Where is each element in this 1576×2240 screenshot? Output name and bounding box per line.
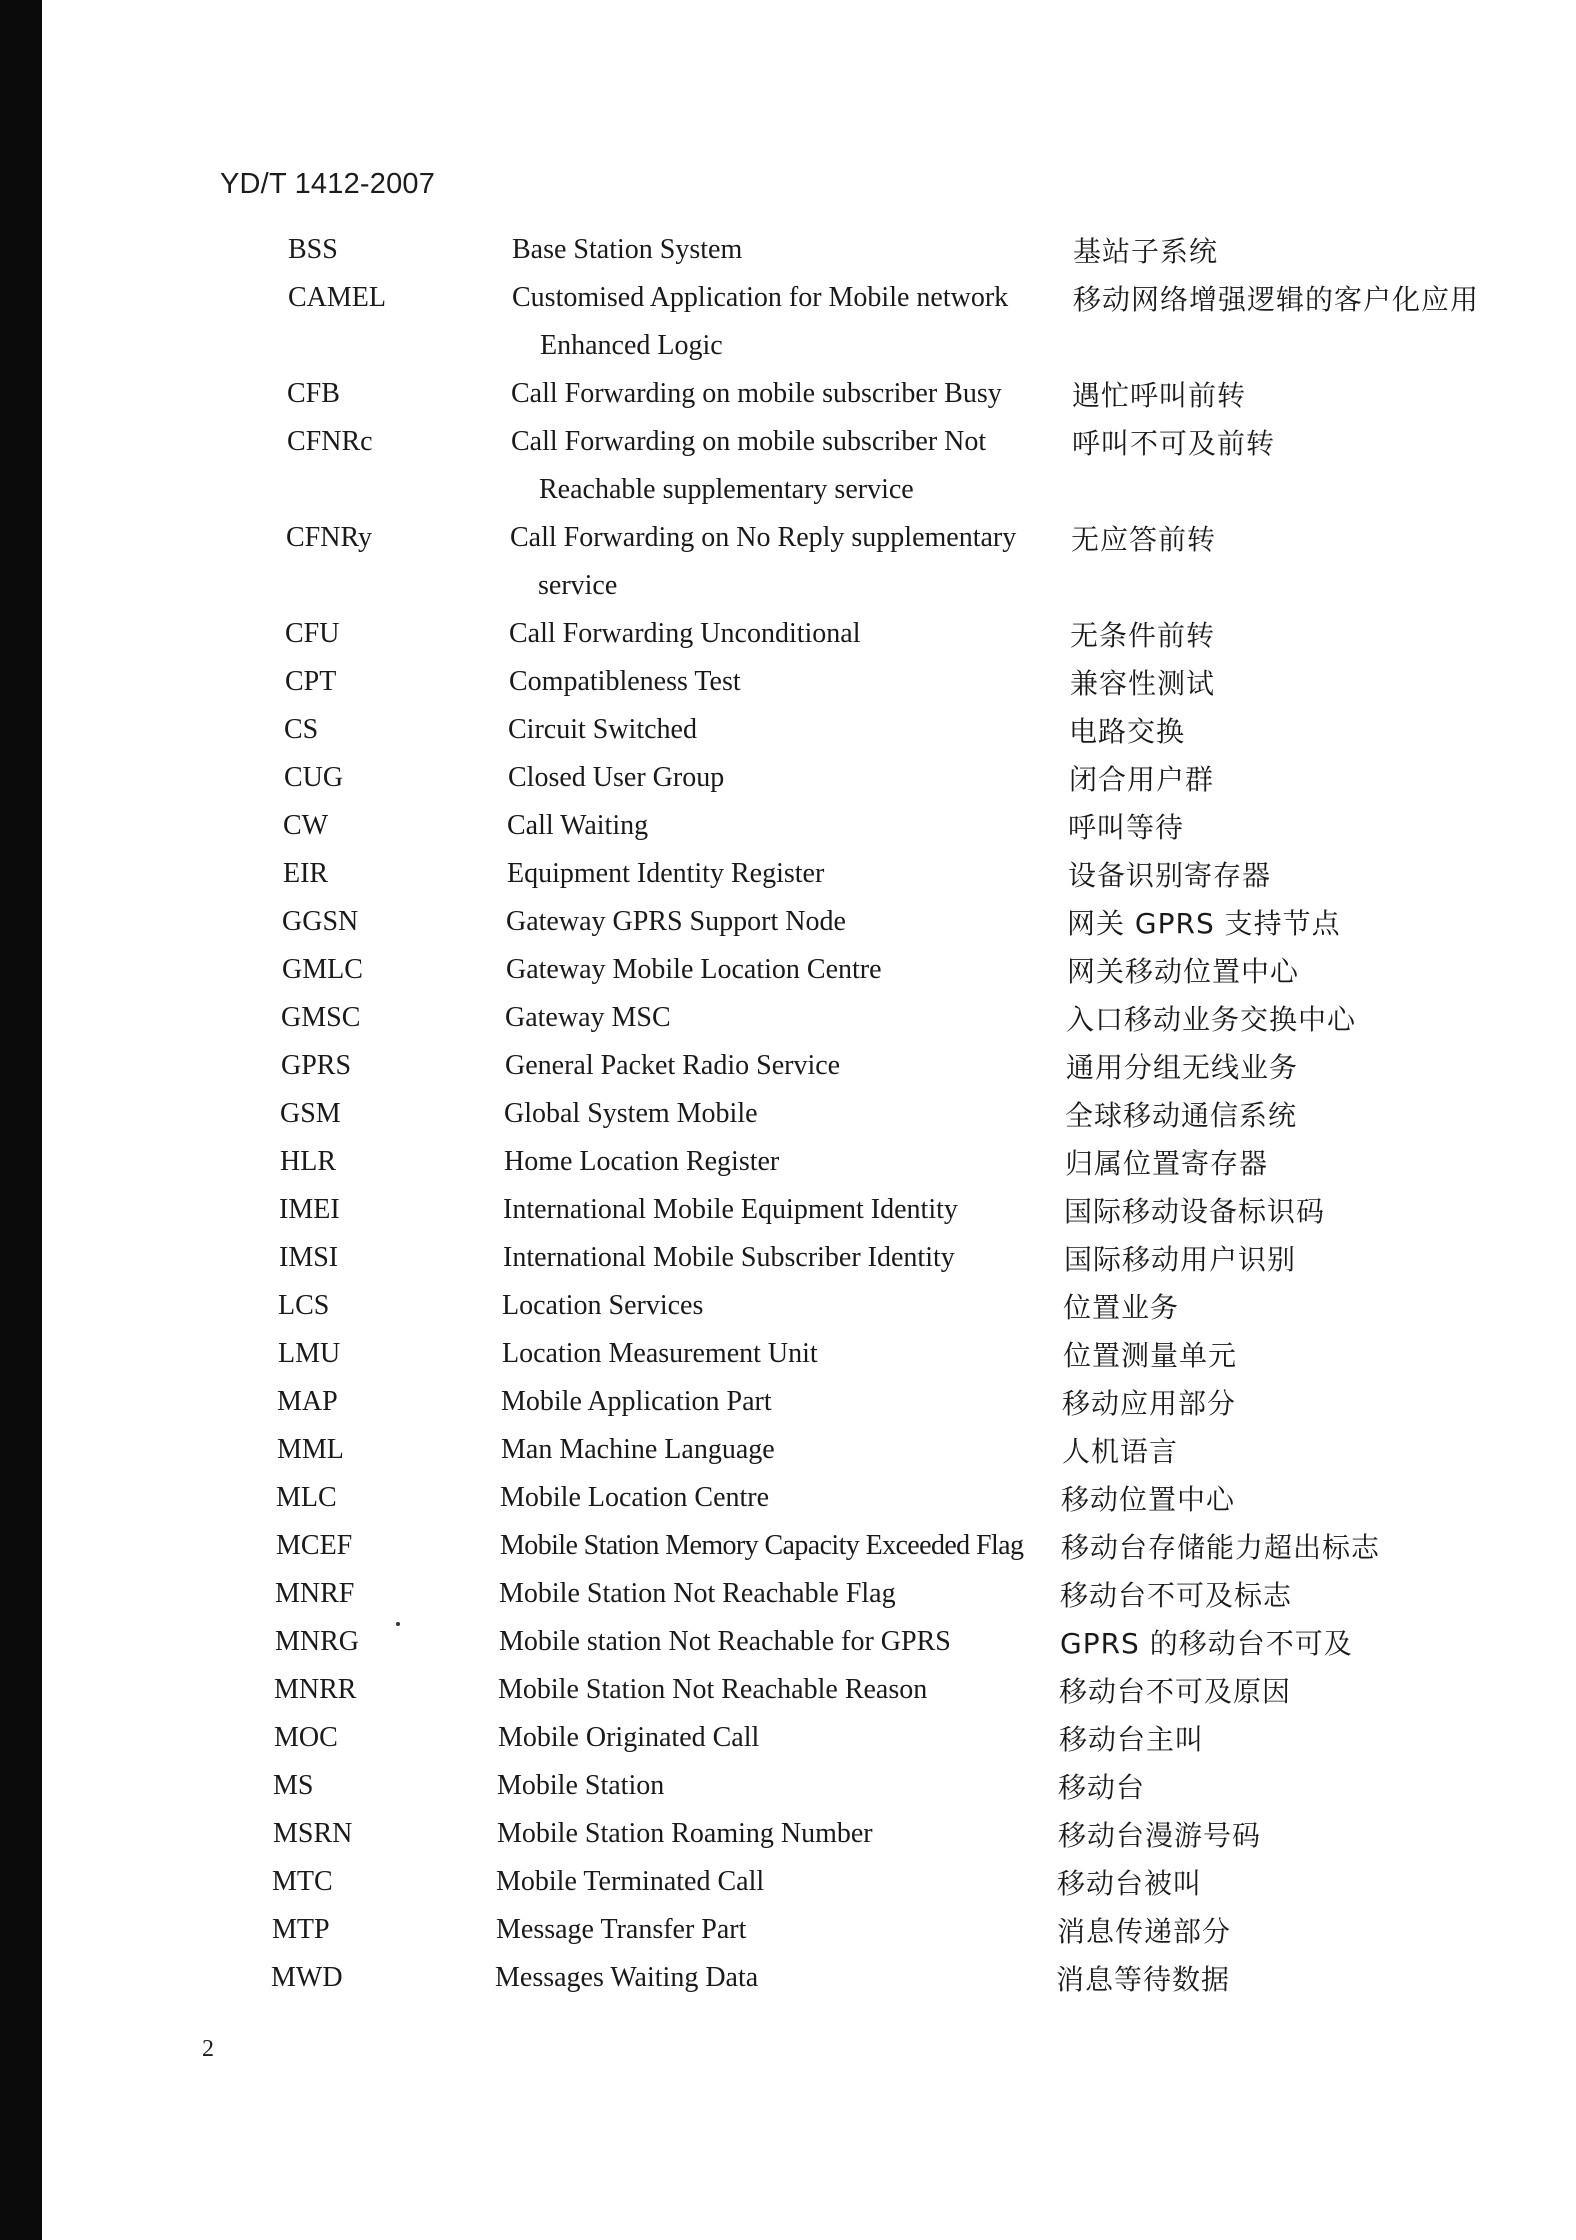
abbreviation: IMEI [279, 1194, 340, 1225]
full-term: Location Services [502, 1290, 704, 1321]
abbreviation: GMLC [282, 954, 363, 985]
abbreviation: HLR [280, 1146, 336, 1177]
full-term: Mobile Station [497, 1770, 665, 1801]
full-term: Closed User Group [508, 762, 725, 793]
chinese-term: 设备识别寄存器 [1068, 859, 1272, 892]
abbreviation: MWD [271, 1962, 343, 1993]
abbreviation: GPRS [281, 1050, 352, 1081]
list-item [0, 850, 1576, 898]
list-item [0, 1522, 1576, 1570]
chinese-term: 呼叫等待 [1068, 811, 1185, 844]
full-term: Base Station System [512, 234, 743, 265]
chinese-term: GPRS 的移动台不可及 [1060, 1627, 1353, 1660]
list-item [0, 1666, 1576, 1714]
full-term: Mobile Location Centre [500, 1482, 770, 1513]
list-item [0, 1810, 1576, 1858]
full-term: Mobile Station Not Reachable Flag [499, 1578, 896, 1609]
full-term: Call Forwarding on mobile subscriber Not Reachable supplementary service [511, 426, 987, 505]
list-item [0, 1090, 1576, 1138]
list-item [0, 610, 1576, 658]
full-term: General Packet Radio Service [505, 1050, 841, 1081]
chinese-term: 人机语言 [1062, 1435, 1179, 1468]
full-term: Call Forwarding Unconditional [509, 618, 861, 649]
list-item [0, 994, 1576, 1042]
chinese-term: 位置业务 [1063, 1291, 1180, 1324]
chinese-term: 移动台主叫 [1059, 1723, 1205, 1756]
full-term: Gateway Mobile Location Centre [506, 954, 882, 985]
full-term: Compatibleness Test [509, 666, 741, 697]
document-header: YD/T 1412-2007 [220, 168, 436, 200]
abbreviation-list [0, 226, 1576, 2002]
full-term: Customised Application for Mobile network Enhanced Logic [512, 282, 1009, 361]
chinese-term: 闭合用户群 [1069, 763, 1215, 796]
list-item [0, 658, 1576, 706]
full-term: International Mobile Equipment Identity [503, 1194, 958, 1225]
list-item [0, 1570, 1576, 1618]
chinese-term: 通用分组无线业务 [1066, 1051, 1299, 1084]
full-term: Mobile Station Roaming Number [497, 1818, 873, 1849]
chinese-term: 网关 GPRS 支持节点 [1067, 907, 1341, 940]
chinese-term: 网关移动位置中心 [1067, 955, 1300, 988]
full-term: International Mobile Subscriber Identity [503, 1242, 955, 1273]
chinese-term: 移动台不可及原因 [1059, 1675, 1292, 1708]
list-item [0, 1234, 1576, 1282]
chinese-term: 国际移动用户识别 [1064, 1243, 1297, 1276]
scan-speck [396, 1622, 400, 1626]
list-item [0, 706, 1576, 754]
abbreviation: EIR [283, 858, 329, 889]
abbreviation: CFB [287, 378, 340, 409]
list-item [0, 1282, 1576, 1330]
abbreviation: MTC [272, 1866, 333, 1897]
list-item [0, 1426, 1576, 1474]
abbreviation: CFNRy [286, 522, 373, 553]
chinese-term: 移动应用部分 [1062, 1387, 1237, 1420]
chinese-term: 移动网络增强逻辑的客户化应用 [1073, 283, 1480, 316]
full-term: Location Measurement Unit [502, 1338, 818, 1369]
page-number: 2 [202, 2036, 214, 2062]
abbreviation: CS [284, 714, 319, 745]
abbreviation: MOC [274, 1722, 338, 1753]
abbreviation: MS [273, 1770, 314, 1801]
chinese-term: 移动位置中心 [1061, 1483, 1236, 1516]
list-item [0, 370, 1576, 418]
chinese-term: 移动台不可及标志 [1060, 1579, 1293, 1612]
abbreviation: CFU [285, 618, 340, 649]
chinese-term: 移动台被叫 [1057, 1867, 1203, 1900]
abbreviation: CPT [285, 666, 337, 697]
list-item [0, 802, 1576, 850]
list-item [0, 754, 1576, 802]
full-term: Mobile station Not Reachable for GPRS [499, 1626, 951, 1657]
abbreviation: MLC [276, 1482, 337, 1513]
chinese-term: 兼容性测试 [1070, 667, 1216, 700]
abbreviation: MTP [272, 1914, 330, 1945]
full-term: Global System Mobile [504, 1098, 758, 1129]
full-term: Mobile Originated Call [498, 1722, 760, 1753]
list-item [0, 1954, 1576, 2002]
list-item [0, 1378, 1576, 1426]
chinese-term: 位置测量单元 [1063, 1339, 1238, 1372]
full-term: Call Forwarding on mobile subscriber Busy [511, 378, 1002, 409]
full-term: Circuit Switched [508, 714, 697, 745]
abbreviation: GGSN [282, 906, 359, 937]
chinese-term: 移动台存储能力超出标志 [1061, 1531, 1381, 1564]
list-item [0, 1186, 1576, 1234]
chinese-term: 归属位置寄存器 [1065, 1147, 1269, 1180]
abbreviation: LMU [278, 1338, 341, 1369]
full-term: Gateway MSC [505, 1002, 671, 1033]
full-term: Mobile Station Memory Capacity Exceeded Flag [500, 1530, 1024, 1561]
abbreviation: LCS [278, 1290, 330, 1321]
abbreviation: MNRF [275, 1578, 355, 1609]
chinese-term: 国际移动设备标识码 [1064, 1195, 1326, 1228]
chinese-term: 遇忙呼叫前转 [1072, 379, 1247, 412]
list-item [0, 898, 1576, 946]
abbreviation: MAP [277, 1386, 338, 1417]
chinese-term: 移动台 [1058, 1771, 1146, 1804]
list-item [0, 418, 1576, 514]
full-term: Home Location Register [504, 1146, 780, 1177]
list-item [0, 946, 1576, 994]
full-term: Man Machine Language [501, 1434, 775, 1465]
abbreviation: CAMEL [288, 282, 386, 313]
list-item [0, 1330, 1576, 1378]
full-term: Mobile Terminated Call [496, 1866, 765, 1897]
list-item [0, 1042, 1576, 1090]
abbreviation: MNRR [274, 1674, 357, 1705]
list-item [0, 1858, 1576, 1906]
full-term: Mobile Application Part [501, 1386, 772, 1417]
list-item [0, 1906, 1576, 1954]
abbreviation: MML [277, 1434, 344, 1465]
abbreviation: MCEF [276, 1530, 353, 1561]
abbreviation: MSRN [273, 1818, 353, 1849]
chinese-term: 消息等待数据 [1056, 1963, 1231, 1996]
chinese-term: 全球移动通信系统 [1065, 1099, 1298, 1132]
full-term: Message Transfer Part [496, 1914, 747, 1945]
abbreviation: CFNRc [287, 426, 373, 457]
abbreviation: GSM [280, 1098, 341, 1129]
abbreviation: IMSI [279, 1242, 339, 1273]
chinese-term: 电路交换 [1069, 715, 1186, 748]
list-item [0, 274, 1576, 370]
chinese-term: 移动台漫游号码 [1058, 1819, 1262, 1852]
list-item [0, 1138, 1576, 1186]
full-term: Messages Waiting Data [495, 1962, 759, 1993]
abbreviation: MNRG [275, 1626, 360, 1657]
chinese-term: 基站子系统 [1073, 235, 1219, 268]
list-item [0, 1474, 1576, 1522]
abbreviation: CW [283, 810, 329, 841]
chinese-term: 消息传递部分 [1057, 1915, 1232, 1948]
abbreviation: BSS [288, 234, 338, 265]
full-term: Gateway GPRS Support Node [506, 906, 846, 937]
list-item [0, 1762, 1576, 1810]
chinese-term: 无应答前转 [1071, 523, 1217, 556]
full-term: Call Waiting [507, 810, 649, 841]
abbreviation: GMSC [281, 1002, 361, 1033]
chinese-term: 入口移动业务交换中心 [1066, 1003, 1357, 1036]
list-item [0, 514, 1576, 610]
full-term: Mobile Station Not Reachable Reason [498, 1674, 928, 1705]
chinese-term: 无条件前转 [1070, 619, 1216, 652]
full-term: Call Forwarding on No Reply supplementary service [510, 522, 1017, 601]
list-item [0, 1618, 1576, 1666]
full-term: Equipment Identity Register [507, 858, 825, 889]
chinese-term: 呼叫不可及前转 [1072, 427, 1276, 460]
list-item [0, 226, 1576, 274]
list-item [0, 1714, 1576, 1762]
abbreviation: CUG [284, 762, 344, 793]
